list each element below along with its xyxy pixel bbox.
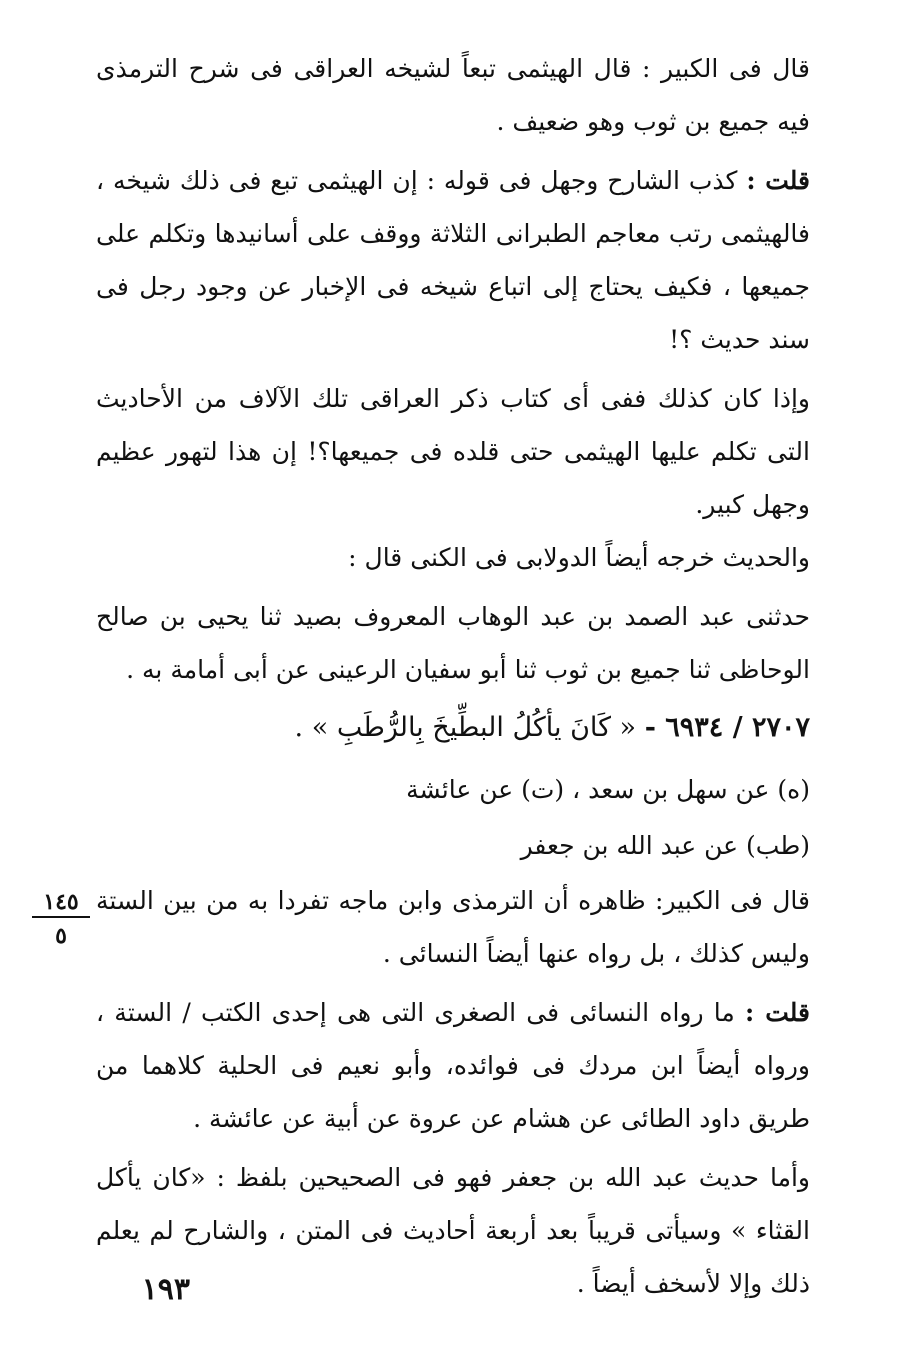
paragraph-7-lead: قلت : <box>745 998 810 1027</box>
paragraph-1: قال فى الكبير : قال الهيثمى تبعاً لشيخه العراقى فى شرح الترمذى فيه جميع بن ثوب وهو ضعيف . <box>96 54 810 136</box>
hadith-text: « كَانَ يأكُلُ البطِّيخَ بِالرُّطَبِ » . <box>294 712 637 743</box>
paragraph-8: وأما حديث عبد الله بن جعفر فهو فى الصحيحين بلفظ : «كان يأكل القثاء » وسيأتى قريباً بعد أربعة أحاديث فى المتن ، والشارح لم يعلم ذلك وإلا لأسخف أيضاً . <box>96 1163 810 1298</box>
paragraph-5: حدثنى عبد الصمد بن عبد الوهاب المعروف بصيد ثنا يحيى بن صالح الوحاظى ثنا جميع بن ثوب ثنا أبو سفيان الرعينى عن أبى أمامة به . <box>96 602 810 684</box>
paragraph-3: وإذا كان كذلك ففى أى كتاب ذكر العراقى تلك الآلاف من الأحاديث التى تكلم عليها الهيثمى حتى قلده فى جميعها؟! إن هذا لتهور عظيم وجهل كبير. <box>96 384 810 519</box>
paragraph-2-text: كذب الشارح وجهل فى قوله : إن الهيثمى تبع فى ذلك شيخه ، فالهيثمى رتب معاجم الطبرانى الثلاثة ووقف على أسانيدها وتكلم على جميعها ، فكيف يحتاج إلى اتباع شيخه فى الإخبار عن وجود رجل فى سند حديث ؟! <box>96 166 810 354</box>
source-line-2: (طب) عن عبد الله بن جعفر <box>520 831 810 860</box>
hadith-heading <box>96 700 810 756</box>
margin-note-bottom: ٥ <box>55 923 67 949</box>
margin-note-top: ١٤٥ <box>32 890 90 918</box>
paragraph-2 <box>96 154 810 366</box>
paragraph-6: قال فى الكبير: ظاهره أن الترمذى وابن ماجه تفردا به من بين الستة وليس كذلك ، بل رواه عنها أيضاً النسائى . <box>96 886 810 968</box>
hadith-number: ٢٧٠٧ / ٦٩٣٤ - <box>644 712 810 743</box>
page-number: ١٩٣ <box>141 1272 190 1307</box>
paragraph-7-text: ما رواه النسائى فى الصغرى التى هى إحدى الكتب / الستة ، ورواه أيضاً ابن مردك فى فوائده، وأبو نعيم فى الحلية كلاهما من طريق داود الطائى عن هشام عن عروة عن أبية عن عائشة . <box>96 998 810 1133</box>
source-line-1: (ه) عن سهل بن سعد ، (ت) عن عائشة <box>406 775 810 804</box>
paragraph-7 <box>96 986 810 1145</box>
paragraph-4: والحديث خرجه أيضاً الدولابى فى الكنى قال : <box>348 543 810 572</box>
margin-volume-note <box>32 890 90 948</box>
paragraph-2-lead: قلت : <box>746 166 810 195</box>
